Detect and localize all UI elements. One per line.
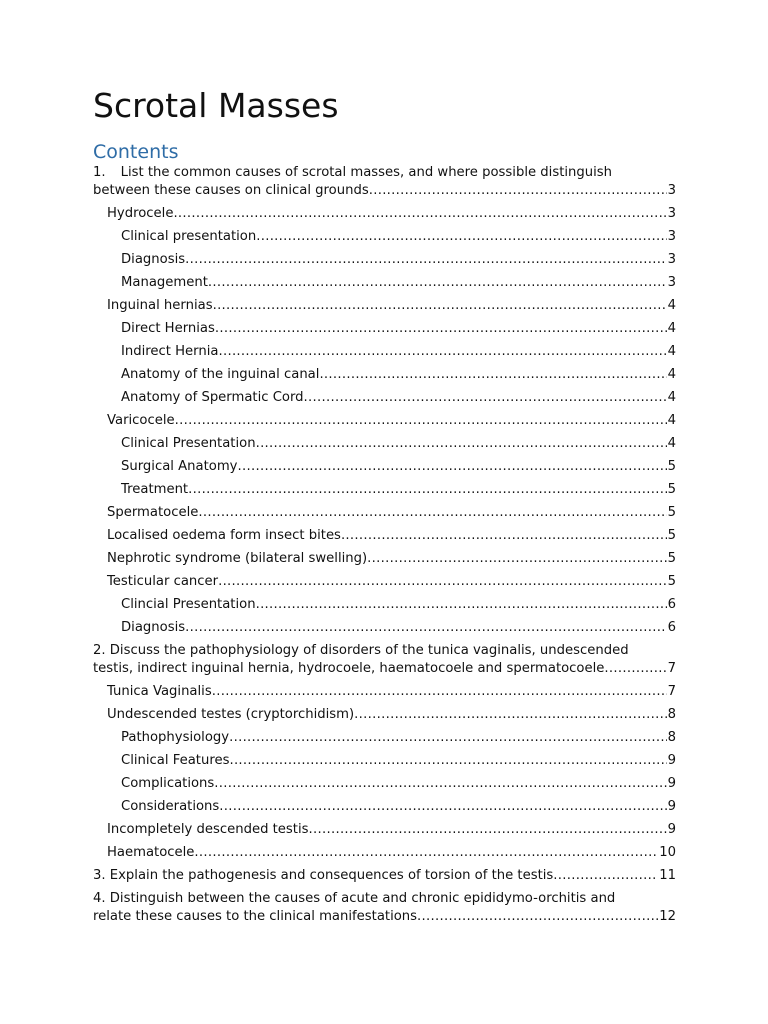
toc-entry-label: Pathophysiology [121,730,230,745]
toc-leader-dots [309,821,667,839]
toc-section-number: 1. [93,165,106,180]
toc-entry-label: Undescended testes (cryptorchidism) [107,707,355,722]
toc-entry-label: Considerations [121,799,220,814]
toc-page-number: 5 [667,551,676,566]
toc-leader-dots [214,775,666,793]
toc-page-number: 10 [659,845,676,860]
toc-entry-varicocele-clinical-presentation[interactable] [93,435,676,453]
toc-page-number: 3 [667,206,676,221]
toc-entry-direct-hernias[interactable] [93,320,676,338]
toc-entry-label: 3. Explain the pathogenesis and consequences of torsion of the testis [93,868,554,883]
toc-entry-cancer-clinical-presentation[interactable] [93,596,676,614]
toc-entry-hydrocele-diagnosis[interactable] [93,251,676,269]
toc-entry-label: 4. Distinguish between the causes of acute and chronic epididymo-orchitis and [93,891,616,906]
toc-entry-label: Nephrotic syndrome (bilateral swelling) [107,551,368,566]
toc-entry-anatomy-spermatic-cord[interactable] [93,389,676,407]
toc-page-number: 9 [667,776,676,791]
toc-entry-section-1[interactable] [93,164,676,200]
toc-entry-label: Inguinal hernias [107,298,213,313]
toc-page-number: 4 [667,413,676,428]
toc-leader-dots [198,504,666,522]
toc-entry-section-2[interactable] [93,642,676,678]
toc-page-number: 5 [667,574,676,589]
toc-leader-dots [173,205,666,223]
toc-entry-label: Localised oedema form insect bites [107,528,341,543]
toc-leader-dots [185,251,667,269]
toc-entry-surgical-anatomy[interactable] [93,458,676,476]
toc-entry-label: Diagnosis [121,620,186,635]
toc-entry-label: Management [121,275,208,290]
toc-entry-label: Clinical Features [121,753,230,768]
toc-entry-hydrocele[interactable] [93,205,676,223]
toc-entry-label: Complications [121,776,215,791]
toc-leader-dots [208,274,667,292]
toc-leader-dots [185,619,667,637]
toc-entry-label: Clinical presentation [121,229,257,244]
toc-leader-dots [175,412,667,430]
toc-entry-label: Varicocele [107,413,175,428]
toc-page-number: 12 [659,909,676,924]
toc-page-number: 3 [667,229,676,244]
toc-entry-label: Haematocele [107,845,195,860]
document-page [93,0,676,1024]
toc-entry-label: Anatomy of Spermatic Cord [121,390,304,405]
toc-leader-dots [604,660,666,678]
document-title: Scrotal Masses [93,86,339,125]
toc-entry-hydrocele-clinical-presentation[interactable] [93,228,676,246]
toc-leader-dots [238,458,667,476]
toc-leader-dots [194,844,658,862]
toc-entry-varicocele[interactable] [93,412,676,430]
toc-leader-dots [256,228,666,246]
toc-entry-label: testis, indirect inguinal hernia, hydrocoele, haematocoele and spermatocoele [93,661,605,676]
toc-entry-undescended-testes[interactable] [93,706,676,724]
table-of-contents [93,164,676,926]
toc-leader-dots [213,297,667,315]
toc-entry-label: Clinical Presentation [121,436,256,451]
toc-entry-hydrocele-management[interactable] [93,274,676,292]
toc-leader-dots [212,683,667,701]
toc-page-number: 4 [667,390,676,405]
toc-leader-dots [417,908,658,926]
toc-entry-treatment[interactable] [93,481,676,499]
toc-leader-dots [218,573,667,591]
toc-entry-localised-oedema[interactable] [93,527,676,545]
toc-page-number: 9 [667,799,676,814]
toc-entry-label: List the common causes of scrotal masses, and where possible distinguish [120,165,613,180]
toc-leader-dots [229,729,667,747]
toc-leader-dots [256,596,667,614]
contents-heading: Contents [93,141,179,163]
toc-entry-indirect-hernia[interactable] [93,343,676,361]
toc-entry-label: Direct Hernias [121,321,215,336]
toc-entry-label: Diagnosis [121,252,186,267]
toc-entry-label: Incompletely descended testis [107,822,309,837]
toc-entry-label: Tunica Vaginalis [107,684,212,699]
toc-entry-label: Anatomy of the inguinal canal [121,367,320,382]
toc-leader-dots [229,752,666,770]
toc-leader-dots [319,366,666,384]
toc-page-number: 11 [659,868,676,883]
toc-leader-dots [218,343,666,361]
toc-page-number: 4 [667,344,676,359]
toc-entry-section-3[interactable] [93,867,676,885]
toc-page-number: 5 [667,505,676,520]
toc-leader-dots [354,706,666,724]
toc-entry-testicular-cancer[interactable] [93,573,676,591]
toc-leader-dots [256,435,667,453]
toc-entry-anatomy-inguinal-canal[interactable] [93,366,676,384]
toc-entry-cancer-diagnosis[interactable] [93,619,676,637]
toc-leader-dots [304,389,667,407]
toc-page-number: 5 [667,459,676,474]
toc-page-number: 3 [667,275,676,290]
toc-entry-inguinal-hernias[interactable] [93,297,676,315]
toc-page-number: 3 [667,252,676,267]
toc-entry-label: Spermatocele [107,505,199,520]
toc-leader-dots [369,182,667,200]
toc-page-number: 9 [667,753,676,768]
toc-page-number: 5 [667,528,676,543]
toc-leader-dots [553,867,658,885]
toc-page-number: 7 [667,661,676,676]
toc-leader-dots [367,550,666,568]
toc-leader-dots [188,481,667,499]
toc-entry-pathophysiology[interactable] [93,729,676,747]
toc-entry-label: between these causes on clinical grounds [93,183,369,198]
toc-page-number: 8 [667,707,676,722]
toc-entry-spermatocele[interactable] [93,504,676,522]
toc-entry-complications[interactable] [93,775,676,793]
toc-page-number: 8 [667,730,676,745]
toc-entry-haematocele[interactable] [93,844,676,862]
toc-entry-considerations[interactable] [93,798,676,816]
toc-page-number: 4 [667,298,676,313]
toc-page-number: 3 [667,183,676,198]
toc-leader-dots [341,527,667,545]
toc-entry-label: Testicular cancer [107,574,219,589]
toc-page-number: 6 [667,620,676,635]
toc-page-number: 5 [667,482,676,497]
toc-entry-tunica-vaginalis[interactable] [93,683,676,701]
toc-entry-nephrotic-syndrome[interactable] [93,550,676,568]
toc-entry-clinical-features[interactable] [93,752,676,770]
toc-leader-dots [219,798,666,816]
toc-page-number: 7 [667,684,676,699]
toc-entry-label: Hydrocele [107,206,174,221]
toc-entry-incompletely-descended[interactable] [93,821,676,839]
toc-page-number: 4 [667,367,676,382]
toc-leader-dots [215,320,667,338]
toc-entry-section-4[interactable] [93,890,676,926]
toc-entry-label: Treatment [121,482,189,497]
toc-entry-label: Clincial Presentation [121,597,256,612]
toc-page-number: 4 [667,436,676,451]
toc-page-number: 6 [667,597,676,612]
toc-entry-label: Indirect Hernia [121,344,219,359]
toc-entry-label: relate these causes to the clinical manifestations [93,909,418,924]
toc-page-number: 9 [667,822,676,837]
toc-entry-label: Surgical Anatomy [121,459,238,474]
toc-entry-label: 2. Discuss the pathophysiology of disorders of the tunica vaginalis, undescended [93,643,629,658]
toc-page-number: 4 [667,321,676,336]
